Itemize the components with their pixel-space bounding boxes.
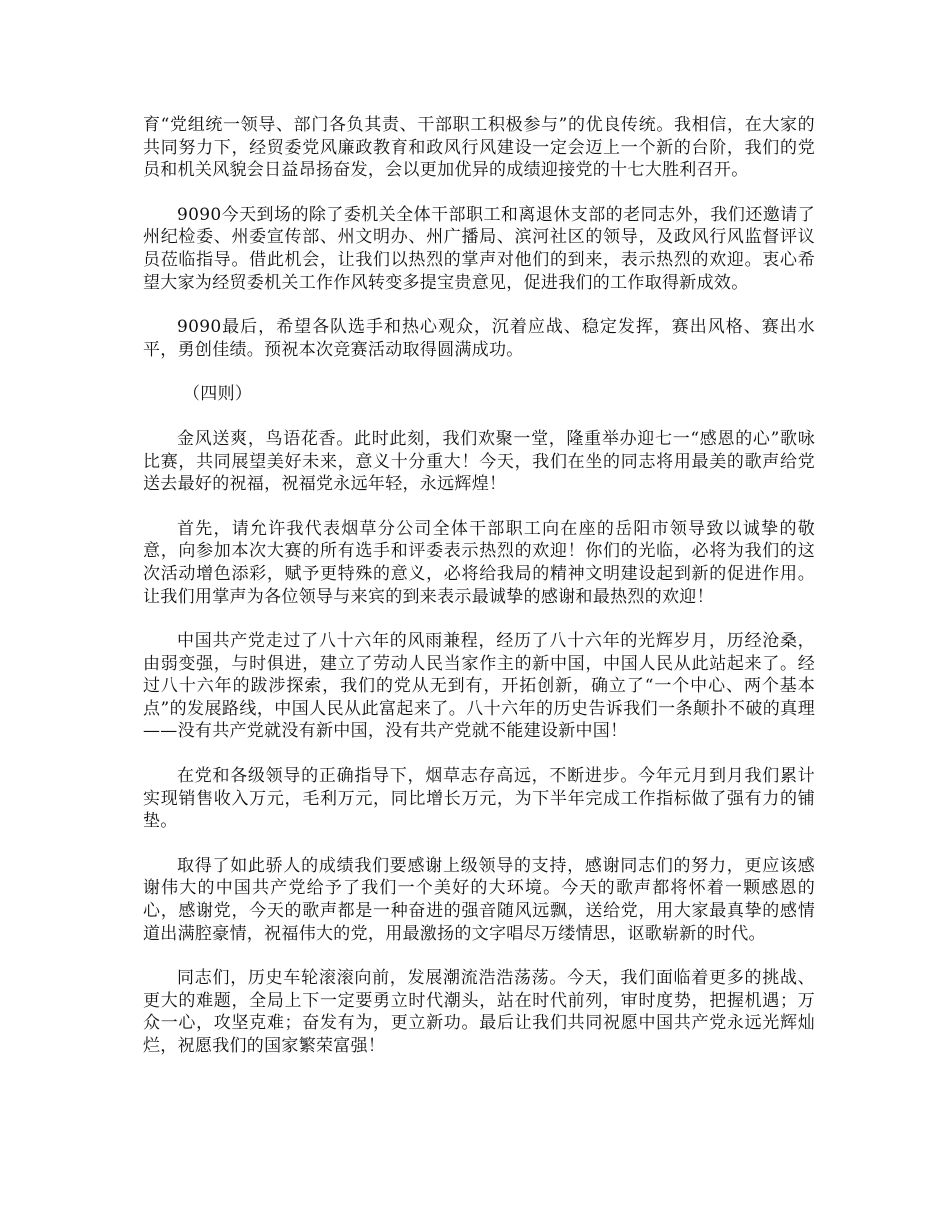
paragraph-conclusion: 同志们，历史车轮滚滚向前，发展潮流浩浩荡荡。今天，我们面临着更多的挑战、更大的难题，全局上下一定要勇立时代潮头，站在时代前列，审时度势，把握机遇；万众一心，攻坚克难；奋发有为，更立新功。最后让我们共同祝愿中国共产党永远光辉灿烂，祝愿我们的国家繁荣富强！ [143, 968, 815, 1056]
paragraph-closing-wishes: 9090最后，希望各队选手和热心观众，沉着应战、稳定发挥，赛出风格、赛出水平，勇创佳绩。预祝本次竞赛活动取得圆满成功。 [143, 317, 815, 360]
paragraph-party-history: 中国共产党走过了八十六年的风雨兼程，经历了八十六年的光辉岁月，历经沧桑，由弱变强，与时俱进，建立了劳动人民当家作主的新中国，中国人民从此站起来了。经过八十六年的跋涉探索，我们的党从无到有，开拓创新，确立了“一个中心、两个基本点”的发展路线，中国人民从此富起来了。八十六年的历史告诉我们一条颠扑不破的真理——没有共产党就没有新中国，没有共产党就不能建设新中国！ [143, 631, 815, 742]
section-heading: （四则） [183, 384, 253, 405]
paragraph-continuation: 育“党组统一领导、部门各负其责、干部职工积极参与”的优良传统。我相信，在大家的共同努力下，经贸委党风廉政教育和政风行风建设一定会迈上一个新的台阶，我们的党员和机关风貌会日益昂扬奋发，会以更加优异的成绩迎接党的十七大胜利召开。 [143, 115, 815, 181]
paragraph-achievements: 在党和各级领导的正确指导下，烟草志存高远，不断进步。今年元月到月我们累计实现销售收入万元，毛利万元，同比增长万元，为下半年完成工作指标做了强有力的铺垫。 [143, 766, 815, 832]
paragraph-welcome: 首先，请允许我代表烟草分公司全体干部职工向在座的岳阳市领导致以诚挚的敬意，向参加本次大赛的所有选手和评委表示热烈的欢迎！你们的光临，必将为我们的这次活动增色添彩，赋予更特殊的意义，必将给我局的精神文明建设起到新的促进作用。让我们用掌声为各位领导与来宾的到来表示最诚挚的感谢和最热烈的欢迎！ [143, 518, 815, 607]
paragraph-gratitude: 取得了如此骄人的成绩我们要感谢上级领导的支持，感谢同志们的努力，更应该感谢伟大的中国共产党给予了我们一个美好的大环境。今天的歌声都将怀着一颗感恩的心，感谢党，今天的歌声都是一种奋进的强音随风远飘，送给党，用大家最真挚的感情道出满腔豪情，祝福伟大的党，用最激扬的文字唱尽万缕情思，讴歌崭新的时代。 [143, 855, 815, 944]
document-body [143, 114, 815, 1080]
paragraph-opening: 金风送爽，鸟语花香。此时此刻，我们欢聚一堂，隆重举办迎七一“感恩的心”歌咏比赛，共同展望美好未来，意义十分重大！今天，我们在坐的同志将用最美的歌声给党送去最好的祝福，祝福党永远年轻，永远辉煌！ [143, 428, 815, 495]
paragraph-guests: 9090今天到场的除了委机关全体干部职工和离退休支部的老同志外，我们还邀请了州纪检委、州委宣传部、州文明办、州广播局、滨河社区的领导，及政风行风监督评议员莅临指导。借此机会，让我们以热烈的掌声对他们的到来，表示热烈的欢迎。衷心希望大家为经贸委机关工作作风转变多提宝贵意见，促进我们的工作取得新成效。 [143, 204, 815, 293]
